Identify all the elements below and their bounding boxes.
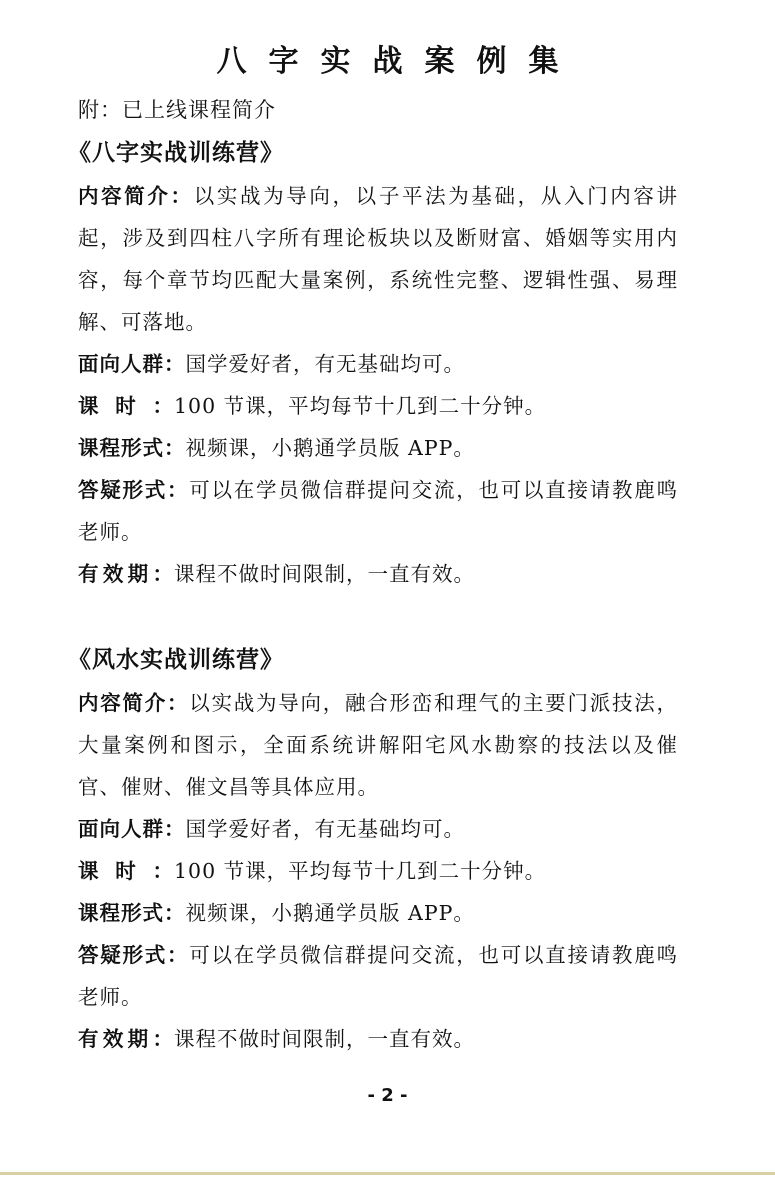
validity-label: 有效期： — [78, 562, 174, 586]
course-intro — [78, 175, 678, 343]
hours-label: 课时： — [78, 859, 174, 883]
intro-label: 内容简介： — [78, 184, 194, 208]
audience-text: 国学爱好者，有无基础均可。 — [185, 352, 465, 376]
hours-text: 100 节课，平均每节十几到二十分钟。 — [174, 394, 547, 418]
course-qa — [78, 469, 678, 553]
course-format — [78, 892, 678, 934]
page-number: - 2 - — [367, 1085, 408, 1106]
qa-label: 答疑形式： — [78, 943, 190, 967]
course-section-bazi — [68, 133, 679, 595]
intro-label: 内容简介： — [78, 691, 190, 715]
format-text: 视频课，小鹅通学员版 APP。 — [185, 436, 475, 460]
course-validity — [78, 1018, 678, 1060]
hours-text: 100 节课，平均每节十几到二十分钟。 — [174, 859, 547, 883]
page-bottom-rule — [0, 1172, 775, 1175]
course-hours — [78, 385, 678, 427]
intro-text: 以实战为导向，以子平法为基础，从入门内容讲起，涉及到四柱八字所有理论板块以及断财富、婚姻等实用内容，每个章节均匹配大量案例，系统性完整、逻辑性强、易理解、可落地。 — [78, 184, 679, 334]
qa-text: 可以在学员微信群提问交流，也可以直接请教鹿鸣老师。 — [78, 943, 678, 1009]
document-title: 八字实战案例集 — [216, 44, 581, 79]
hours-label: 课时： — [78, 394, 174, 418]
validity-text: 课程不做时间限制，一直有效。 — [174, 562, 475, 586]
audience-label: 面向人群： — [78, 817, 186, 841]
course-hours — [78, 850, 678, 892]
validity-text: 课程不做时间限制，一直有效。 — [174, 1027, 475, 1051]
qa-label: 答疑形式： — [78, 478, 190, 502]
qa-text: 可以在学员微信群提问交流，也可以直接请教鹿鸣老师。 — [78, 478, 678, 544]
course-title: 《八字实战训练营》 — [68, 139, 284, 166]
format-text: 视频课，小鹅通学员版 APP。 — [185, 901, 475, 925]
course-intro — [78, 682, 678, 808]
course-validity — [78, 553, 678, 595]
course-format — [78, 427, 678, 469]
course-audience — [78, 343, 678, 385]
course-title: 《风水实战训练营》 — [68, 646, 284, 673]
validity-label: 有效期： — [78, 1027, 174, 1051]
format-label: 课程形式： — [78, 901, 186, 925]
course-qa — [78, 934, 678, 1018]
course-list-note: 附：已上线课程简介 — [78, 98, 276, 122]
audience-label: 面向人群： — [78, 352, 186, 376]
course-audience — [78, 808, 678, 850]
course-section-fengshui — [68, 640, 678, 1060]
format-label: 课程形式： — [78, 436, 186, 460]
audience-text: 国学爱好者，有无基础均可。 — [185, 817, 465, 841]
intro-text: 以实战为导向，融合形峦和理气的主要门派技法，大量案例和图示，全面系统讲解阳宅风水勘察的技法以及催官、催财、催文昌等具体应用。 — [78, 691, 678, 799]
